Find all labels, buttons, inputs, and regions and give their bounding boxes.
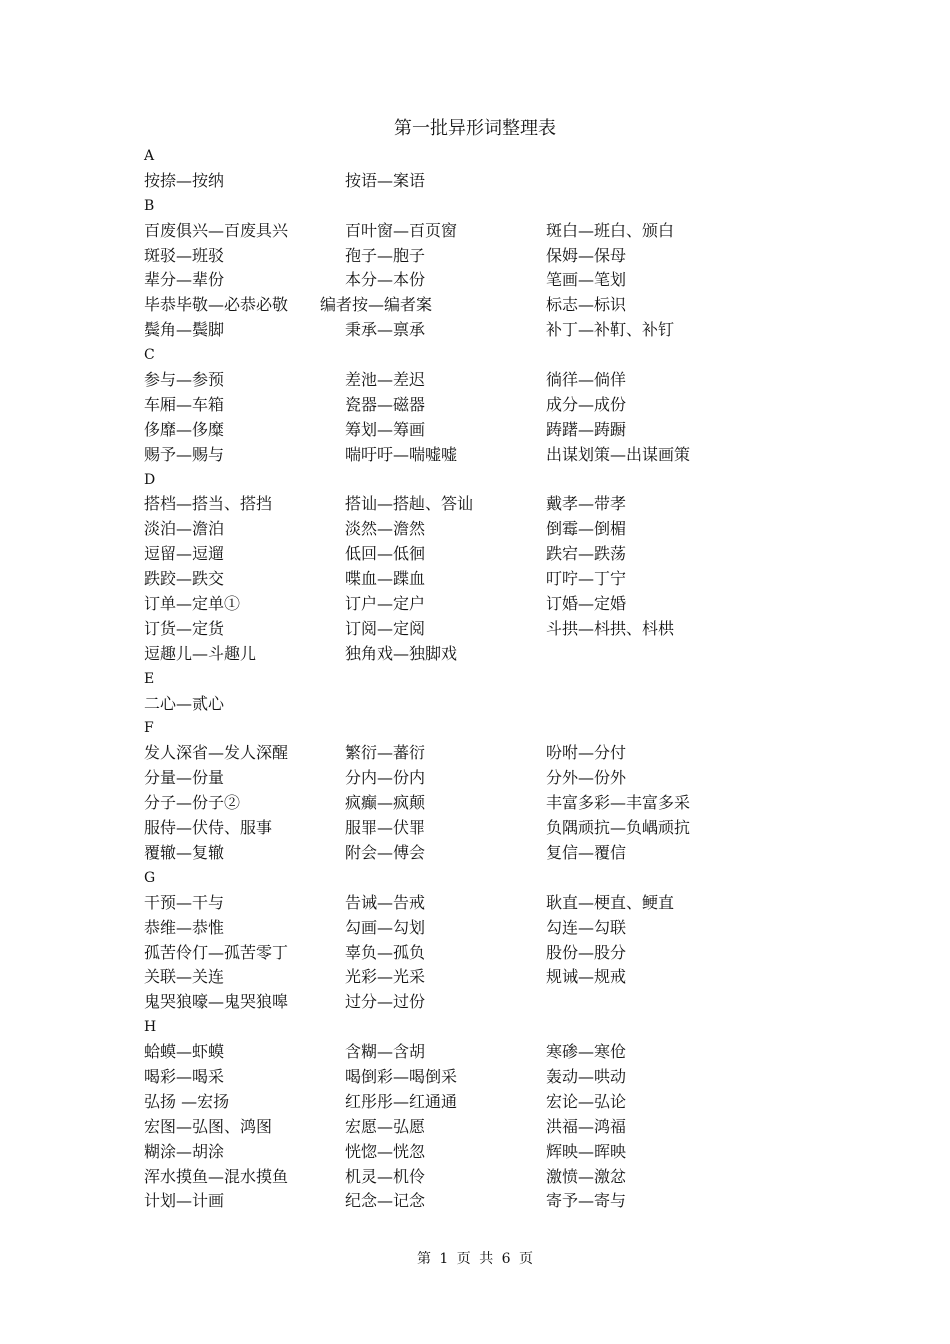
word-pair: 分量—份量 <box>144 768 225 788</box>
word-pair: 分内—份内 <box>345 768 426 788</box>
word-pair: 订婚—定婚 <box>546 594 627 614</box>
word-pair: 二心—贰心 <box>144 693 225 713</box>
word-pair: 耿直—梗直、鲠直 <box>546 892 675 912</box>
word-pair: 逗趣儿—斗趣儿 <box>144 643 257 663</box>
word-pair: 光彩—光采 <box>345 967 426 987</box>
word-pair: 寒碜—寒伧 <box>546 1042 627 1062</box>
word-pair: 标志—标识 <box>546 295 627 315</box>
word-pair: 喝彩—喝采 <box>144 1066 225 1086</box>
word-pair: 成分—成份 <box>546 394 627 414</box>
table-row <box>144 318 864 343</box>
word-pair: 订单—定单① <box>144 594 241 614</box>
word-pair: 喘吁吁—喘嘘嘘 <box>345 444 458 464</box>
word-pair: 告诫—告戒 <box>345 892 426 912</box>
word-pair: 负隅顽抗—负嵎顽抗 <box>546 818 691 838</box>
table-row <box>144 1040 864 1065</box>
word-pair: 孢子—胞子 <box>345 245 426 265</box>
word-pair: 跌宕—跌荡 <box>546 544 627 564</box>
word-pair: 洪福—鸿福 <box>546 1116 627 1136</box>
word-pair: 百叶窗—百页窗 <box>345 220 458 240</box>
table-row <box>144 592 864 617</box>
word-pair: 孤苦伶仃—孤苦零丁 <box>144 942 289 962</box>
word-pair: 喋血—蹀血 <box>345 569 426 589</box>
table-row <box>144 617 864 642</box>
section-letter: F <box>144 720 154 737</box>
section-letter: A <box>144 148 155 164</box>
word-pair: 参与—参预 <box>144 370 225 390</box>
table-row <box>144 990 864 1015</box>
word-pair: 发人深省—发人深醒 <box>144 743 289 763</box>
table-row <box>144 766 864 791</box>
word-pair: 斗拱—枓拱、枓栱 <box>546 618 675 638</box>
word-pair: 侈靡—侈糜 <box>144 419 225 439</box>
section-letter: G <box>144 869 156 886</box>
section-letter: C <box>144 347 155 364</box>
table-row <box>144 791 864 816</box>
word-pair: 分外—份外 <box>546 768 627 788</box>
word-pair: 订阅—定阅 <box>345 618 426 638</box>
word-pair: 秉承—禀承 <box>345 320 426 340</box>
word-pair: 徜徉—倘佯 <box>546 370 627 390</box>
word-pair: 宏图—弘图、鸿图 <box>144 1116 273 1136</box>
word-pair: 辈分—辈份 <box>144 270 225 290</box>
table-row <box>144 891 864 916</box>
word-pair: 叮咛—丁宁 <box>546 569 627 589</box>
section-letter: E <box>144 670 155 687</box>
word-pair: 浑水摸鱼—混水摸鱼 <box>144 1166 289 1186</box>
section-letter: H <box>144 1019 157 1036</box>
word-pair: 笔画—笔划 <box>546 270 627 290</box>
word-pair: 红彤彤—红通通 <box>345 1091 458 1111</box>
table-row <box>144 1115 864 1140</box>
table-row <box>144 741 864 766</box>
word-pair: 干预—干与 <box>144 892 225 912</box>
word-pair: 逗留—逗遛 <box>144 544 225 564</box>
word-pair: 鬓角—鬓脚 <box>144 320 225 340</box>
word-pair: 斑白—班白、颁白 <box>546 220 675 240</box>
word-pair: 毕恭毕敬—必恭必敬 <box>144 295 289 315</box>
word-pair: 激愤—激忿 <box>546 1166 627 1186</box>
word-pair: 关联—关连 <box>144 967 225 987</box>
table-row <box>144 1165 864 1190</box>
word-pair: 戴孝—带孝 <box>546 494 627 514</box>
table-row <box>144 169 864 194</box>
table-row <box>144 1065 864 1090</box>
word-pair: 搭讪—搭赸、答讪 <box>345 494 474 514</box>
word-pair: 恍惚—恍忽 <box>345 1141 426 1161</box>
word-pair: 附会—傅会 <box>345 842 426 862</box>
word-pair: 订户—定户 <box>345 594 426 614</box>
table-row <box>144 692 864 717</box>
table-row <box>144 492 864 517</box>
word-pair: 独角戏—独脚戏 <box>345 643 458 663</box>
word-pair: 本分—本份 <box>345 270 426 290</box>
table-row <box>144 393 864 418</box>
word-pair: 轰动—哄动 <box>546 1066 627 1086</box>
word-pair: 覆辙—复辙 <box>144 842 225 862</box>
table-row <box>144 1090 864 1115</box>
word-pair: 搭档—搭当、搭挡 <box>144 494 273 514</box>
word-pair: 补丁—补靪、补钉 <box>546 320 675 340</box>
table-row <box>144 219 864 244</box>
word-pair: 倒霉—倒楣 <box>546 519 627 539</box>
word-pair: 疯癫—疯颠 <box>345 793 426 813</box>
word-pair: 宏论—弘论 <box>546 1091 627 1111</box>
word-pair: 差池—差迟 <box>345 370 426 390</box>
table-row <box>144 916 864 941</box>
word-pair: 含糊—含胡 <box>345 1042 426 1062</box>
page-title: 第一批异形词整理表 <box>394 118 556 139</box>
word-pair: 纪念—记念 <box>345 1191 426 1211</box>
word-pair: 规诫—规戒 <box>546 967 627 987</box>
word-pair: 淡泊—澹泊 <box>144 519 225 539</box>
word-pair: 低回—低徊 <box>345 544 426 564</box>
table-row <box>144 816 864 841</box>
word-pair: 复信—覆信 <box>546 842 627 862</box>
table-row <box>144 642 864 667</box>
word-pair: 淡然—澹然 <box>345 519 426 539</box>
word-pair: 恭维—恭惟 <box>144 917 225 937</box>
word-pair: 繁衍—蕃衍 <box>345 743 426 763</box>
word-pair: 机灵—机伶 <box>345 1166 426 1186</box>
table-row <box>144 517 864 542</box>
word-pair: 寄予—寄与 <box>546 1191 627 1211</box>
word-pair: 车厢—车箱 <box>144 394 225 414</box>
word-pair: 跌跤—跌交 <box>144 569 225 589</box>
table-row <box>144 965 864 990</box>
word-pair: 分子—份子② <box>144 793 241 813</box>
word-pair: 服侍—伏侍、服事 <box>144 818 273 838</box>
word-pair: 勾连—勾联 <box>546 917 627 937</box>
word-pair: 喝倒彩—喝倒采 <box>345 1066 458 1086</box>
section-letter: D <box>144 471 156 488</box>
word-pair: 出谋划策—出谋画策 <box>546 444 691 464</box>
word-pair: 赐予—赐与 <box>144 444 225 464</box>
word-pair: 瓷器—磁器 <box>345 394 426 414</box>
table-row <box>144 567 864 592</box>
word-pair: 过分—过份 <box>345 992 426 1012</box>
table-row <box>144 841 864 866</box>
word-pair: 辉映—晖映 <box>546 1141 627 1161</box>
word-pair: 按捺—按纳 <box>144 170 225 190</box>
word-table <box>144 144 864 1214</box>
word-pair: 糊涂—胡涂 <box>144 1141 225 1161</box>
page-footer: 第 1 页 共 6 页 <box>416 1251 534 1267</box>
word-pair: 按语—案语 <box>345 170 426 190</box>
section-letter: B <box>144 197 155 214</box>
word-pair: 勾画—勾划 <box>345 917 426 937</box>
table-row <box>144 941 864 966</box>
word-pair: 股份—股分 <box>546 942 627 962</box>
word-pair: 蛤蟆—虾蟆 <box>144 1042 225 1062</box>
word-pair: 弘扬 —宏扬 <box>144 1091 230 1111</box>
table-row <box>144 268 864 293</box>
table-row <box>144 293 864 318</box>
word-pair: 订货—定货 <box>144 618 225 638</box>
word-pair: 鬼哭狼嚎—鬼哭狼嗥 <box>144 992 289 1012</box>
word-pair: 宏愿—弘愿 <box>345 1116 426 1136</box>
word-pair: 辜负—孤负 <box>345 942 426 962</box>
table-row <box>144 1189 864 1214</box>
table-row <box>144 418 864 443</box>
word-pair: 编者按—编者案 <box>320 295 433 315</box>
word-pair: 服罪—伏罪 <box>345 818 426 838</box>
word-pair: 保姆—保母 <box>546 245 627 265</box>
table-row <box>144 443 864 468</box>
word-pair: 斑驳—班驳 <box>144 245 225 265</box>
word-pair: 计划—计画 <box>144 1191 225 1211</box>
table-row <box>144 1140 864 1165</box>
word-pair: 踌躇—踌蹰 <box>546 419 627 439</box>
word-pair: 吩咐—分付 <box>546 743 627 763</box>
word-pair: 丰富多彩—丰富多采 <box>546 793 691 813</box>
word-pair: 筹划—筹画 <box>345 419 426 439</box>
table-row <box>144 244 864 269</box>
table-row <box>144 368 864 393</box>
word-pair: 百废俱兴—百废具兴 <box>144 220 289 240</box>
table-row <box>144 542 864 567</box>
